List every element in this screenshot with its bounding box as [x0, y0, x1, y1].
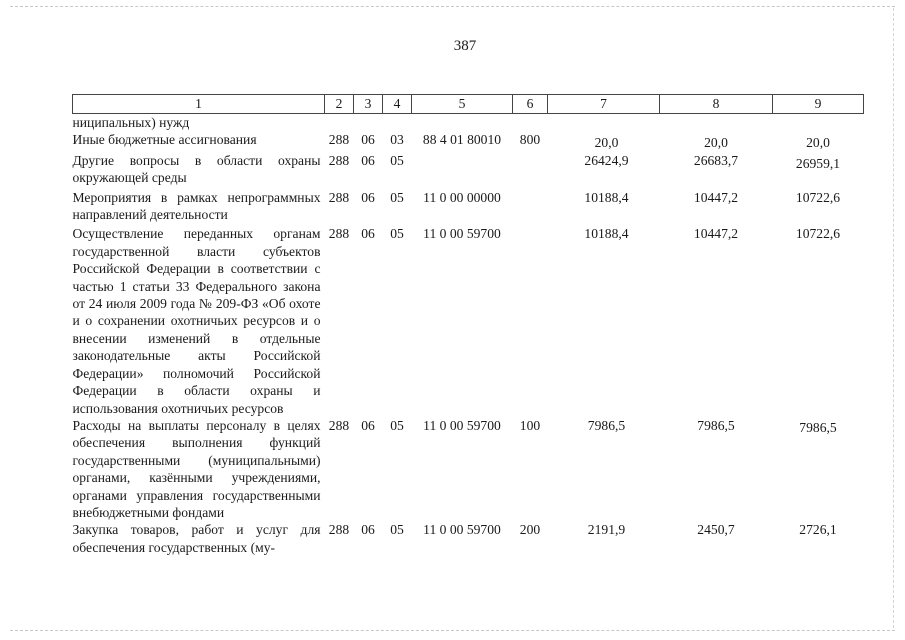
cell-adm: 288 — [328, 522, 350, 538]
cell-adm: 288 — [328, 132, 350, 148]
cell-csr — [412, 114, 513, 132]
cell-year1: 10188,4 — [584, 189, 629, 205]
cell-csr: 11 0 00 59700 — [423, 522, 501, 538]
row-name: Осуществление переданных органам государственной власти субъектов Российской Федерации в соответствии с частью 1 статьи 33 Федерального закона от 24 июля 2009 года № 209-ФЗ «Об охоте и о сохранении охотничьих ресурсов и о внесении изменений в отдельные законодательные акты Российской Федерации» полномочий Российской Федерации в области охраны и использования охотничьих ресурсов — [72, 226, 321, 416]
cell-rz: 06 — [361, 132, 375, 148]
column-header: 3 — [354, 95, 383, 114]
budget-table — [72, 94, 864, 556]
cell-vr — [513, 152, 548, 187]
cell-adm: 288 — [328, 152, 350, 168]
cell-csr: 11 0 00 00000 — [423, 189, 501, 205]
table-row — [73, 131, 864, 151]
cell-rz: 06 — [361, 152, 375, 168]
cell-adm — [325, 114, 354, 132]
table-row — [73, 152, 864, 187]
cell-rz: 06 — [361, 226, 375, 242]
cell-vr — [513, 114, 548, 132]
cell-year1: 26424,9 — [584, 152, 629, 168]
cell-year2: 26683,7 — [693, 152, 739, 168]
cell-adm: 288 — [328, 417, 350, 433]
row-name: Иные бюджетные ассигнования — [72, 132, 257, 148]
column-header: 7 — [548, 95, 660, 114]
cell-pr: 05 — [390, 189, 404, 205]
cell-year1 — [548, 114, 660, 132]
column-header: 8 — [660, 95, 773, 114]
cell-adm: 288 — [328, 189, 350, 205]
cell-year1: 2191,9 — [587, 522, 626, 538]
row-name: Закупка товаров, работ и услуг для обеспечения государственных (му- — [72, 522, 321, 555]
table-row — [73, 187, 864, 224]
cell-year3: 26959,1 — [795, 155, 841, 171]
row-name: Мероприятия в рамках непрограммных направлений деятельности — [72, 189, 321, 223]
cell-year3: 10722,6 — [795, 189, 841, 205]
cell-year1: 20,0 — [594, 135, 619, 151]
table-row — [73, 114, 864, 132]
cell-year2 — [660, 114, 773, 132]
cell-pr: 05 — [390, 522, 404, 538]
cell-year2: 10447,2 — [693, 189, 739, 205]
column-header: 2 — [325, 95, 354, 114]
page-number: 387 — [453, 38, 477, 54]
table-row — [73, 521, 864, 556]
cell-vr — [513, 187, 548, 224]
cell-pr: 05 — [390, 417, 404, 433]
cell-pr: 03 — [390, 132, 404, 148]
cell-rz: 06 — [361, 522, 375, 538]
cell-vr — [513, 223, 548, 416]
cell-year2: 7986,5 — [697, 417, 735, 433]
cell-year1: 7986,5 — [587, 417, 626, 433]
column-header: 9 — [773, 95, 864, 114]
cell-vr: 800 — [519, 132, 541, 148]
cell-csr: 11 0 00 59700 — [423, 417, 501, 433]
row-name: Другие вопросы в области охраны окружающей среды — [72, 152, 321, 186]
header-row — [73, 95, 864, 114]
cell-csr: 11 0 00 59700 — [423, 226, 501, 242]
cell-rz — [354, 114, 383, 132]
table-row — [73, 223, 864, 416]
row-name: Расходы на выплаты персоналу в целях обеспечения выполнения функций государственными (муниципальными) органами, казёнными учреждениями, органами управления государственными внебюджетными фондами — [72, 417, 321, 520]
cell-year3: 7986,5 — [799, 419, 837, 435]
cell-vr: 100 — [519, 417, 541, 433]
cell-rz: 06 — [361, 189, 375, 205]
cell-year3: 10722,6 — [795, 226, 841, 242]
column-header: 4 — [383, 95, 412, 114]
cell-pr — [383, 114, 412, 132]
cell-year3 — [773, 114, 864, 132]
table-row — [73, 417, 864, 521]
scan-edge-bottom — [10, 630, 895, 631]
cell-vr: 200 — [519, 522, 541, 538]
cell-pr: 05 — [390, 226, 404, 242]
cell-adm: 288 — [328, 226, 350, 242]
cell-year2: 10447,2 — [693, 226, 739, 242]
column-header: 6 — [513, 95, 548, 114]
row-name: ниципальных) нужд — [72, 115, 190, 130]
cell-rz: 06 — [361, 417, 375, 433]
cell-year3: 2726,1 — [799, 522, 837, 538]
cell-year3: 20,0 — [806, 135, 830, 151]
column-header: 1 — [73, 95, 325, 114]
cell-pr: 05 — [390, 152, 404, 168]
scan-edge-right — [893, 8, 894, 628]
cell-csr: 88 4 01 80010 — [422, 132, 502, 148]
cell-csr — [412, 152, 513, 187]
column-header: 5 — [412, 95, 513, 114]
cell-year2: 20,0 — [704, 135, 728, 151]
cell-year2: 2450,7 — [697, 522, 735, 538]
scan-edge-top — [10, 6, 895, 7]
cell-year1: 10188,4 — [584, 226, 629, 242]
